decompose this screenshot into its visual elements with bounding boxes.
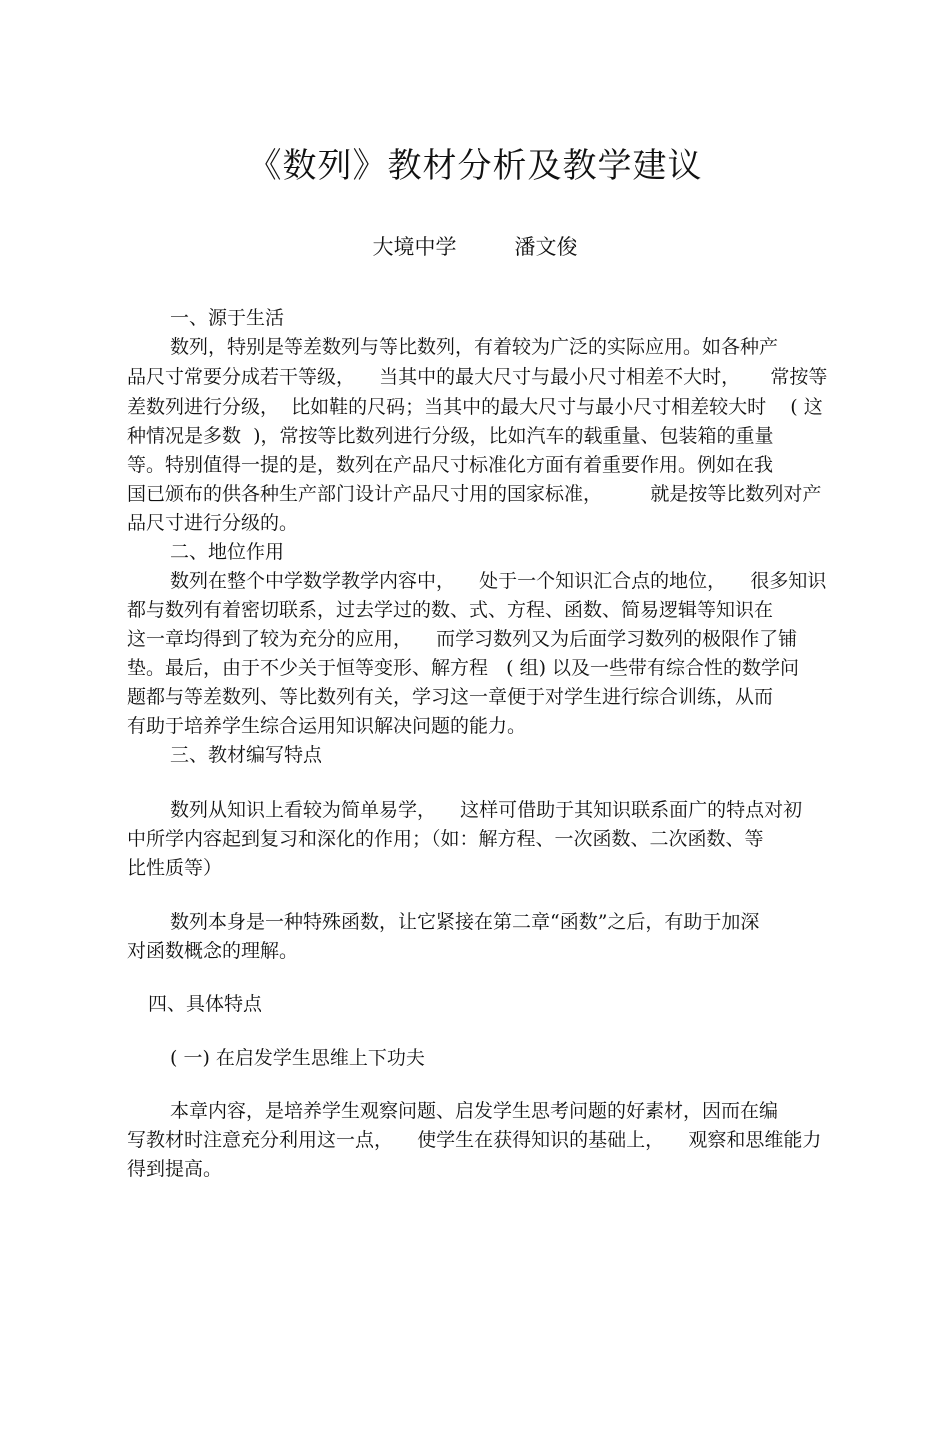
paragraph-line: 国已颁布的供各种生产部门设计产品尺寸用的国家标准， 就是按等比数列对产: [127, 483, 822, 505]
paragraph-line: 垫。最后，由于不少关于恒等变形、解方程 ( 组) 以及一些带有综合性的数学问: [127, 657, 800, 679]
author-name: 潘文俊: [514, 235, 578, 259]
paragraph-line: 比性质等）: [127, 857, 223, 879]
paragraph-line: 品尺寸常要分成若干等级， 当其中的最大尺寸与最小尺寸相差不大时， 常按等: [127, 366, 828, 388]
paragraph-line: 中所学内容起到复习和深化的作用；（如：解方程、一次函数、二次函数、等: [127, 828, 764, 850]
subsection-heading: ( 一) 在启发学生思维上下功夫: [170, 1047, 425, 1069]
section-heading: 一、源于生活: [170, 307, 285, 329]
paragraph-line: 种情况是多数 )，常按等比数列进行分级，比如汽车的载重量、包装箱的重量: [127, 425, 774, 447]
paragraph-line: 等。特别值得一提的是，数列在产品尺寸标准化方面有着重要作用。例如在我: [127, 454, 774, 476]
paragraph-line: 都与数列有着密切联系，过去学过的数、式、方程、函数、简易逻辑等知识在: [127, 599, 774, 621]
paragraph-line: 数列在整个中学数学教学内容中， 处于一个知识汇合点的地位， 很多知识: [170, 570, 827, 592]
byline: [0, 232, 950, 262]
section-heading: 二、地位作用: [170, 541, 285, 563]
paragraph-line: 品尺寸进行分级的。: [127, 512, 299, 534]
section-heading: 三、教材编写特点: [170, 744, 323, 766]
paragraph-line: 对函数概念的理解。: [127, 940, 299, 962]
paragraph-line: 差数列进行分级， 比如鞋的尺码；当其中的最大尺寸与最小尺寸相差较大时 ( 这: [127, 396, 823, 418]
document-title: 《数列》教材分析及教学建议: [247, 146, 703, 186]
paragraph-line: 数列从知识上看较为简单易学， 这样可借助于其知识联系面广的特点对初: [170, 799, 803, 821]
paragraph-line: 数列本身是一种特殊函数，让它紧接在第二章“函数”之后，有助于加深: [170, 911, 760, 933]
paragraph-line: 本章内容，是培养学生观察问题、启发学生思考问题的好素材，因而在编: [170, 1100, 779, 1122]
paragraph-line: 写教材时注意充分利用这一点， 使学生在获得知识的基础上， 观察和思维能力: [127, 1129, 822, 1151]
paragraph-line: 题都与等差数列、等比数列有关，学习这一章便于对学生进行综合训练，从而: [127, 686, 774, 708]
section-heading: 四、具体特点: [148, 993, 263, 1015]
paragraph-line: 得到提高。: [127, 1158, 223, 1180]
school-name: 大境中学: [372, 235, 457, 259]
paragraph-line: 有助于培养学生综合运用知识解决问题的能力。: [127, 715, 527, 737]
paragraph-line: 这一章均得到了较为充分的应用， 而学习数列又为后面学习数列的极限作了铺: [127, 628, 798, 650]
paragraph-line: 数列，特别是等差数列与等比数列，有着较为广泛的实际应用。如各种产: [170, 336, 779, 358]
